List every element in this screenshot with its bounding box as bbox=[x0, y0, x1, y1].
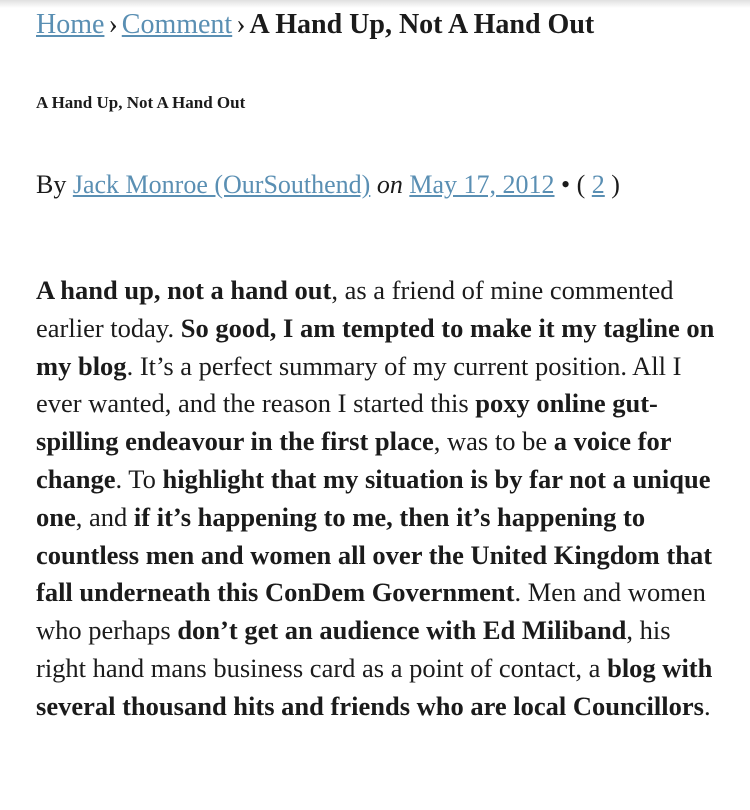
byline bbox=[36, 168, 716, 202]
article-bold-text: A hand up, not a hand out bbox=[36, 275, 332, 305]
article-text: . To bbox=[115, 463, 163, 494]
article-bold-text: don’t get an audience with Ed Miliband bbox=[177, 615, 627, 646]
breadcrumb-separator: › bbox=[236, 9, 246, 40]
top-shadow bbox=[0, 0, 750, 8]
article-text: , his right hand mans business card as a point of contact, a bbox=[36, 615, 671, 683]
comments-count-link[interactable]: 2 bbox=[591, 170, 605, 199]
breadcrumb bbox=[36, 8, 736, 42]
byline-on-label: on bbox=[376, 170, 403, 199]
article-text: , was to be bbox=[433, 426, 554, 457]
post-title: A Hand Up, Not A Hand Out bbox=[36, 93, 246, 112]
byline-by-label: By bbox=[36, 170, 67, 199]
article-text: . Men and women who perhaps bbox=[36, 577, 706, 646]
article-text: . It’s a perfect summary of my current position. All I ever wanted, and the reason I started this bbox=[36, 350, 682, 419]
article-bold-text: So good, I am tempted to make it my tagline on my blog bbox=[36, 312, 715, 381]
article-text: . bbox=[703, 690, 711, 721]
article-bold-text: blog with several thousand hits and friends who are local Councillors bbox=[36, 652, 713, 721]
byline-bullet: • bbox=[561, 170, 571, 199]
author-link[interactable]: Jack Monroe (OurSouthend) bbox=[72, 170, 371, 199]
breadcrumb-separator: › bbox=[108, 9, 118, 40]
comments-open-paren: ( bbox=[576, 170, 586, 199]
article-bold-text: poxy online gut-spilling endeavour in the first place bbox=[36, 388, 658, 457]
breadcrumb-current: A Hand Up, Not A Hand Out bbox=[249, 9, 595, 40]
article-bold-text: if it’s happening to me, then it’s happening to countless men and women all over the United Kingdom that fall underneath this ConDem Government bbox=[36, 501, 713, 608]
article-text: , as a friend of mine commented earlier today. bbox=[36, 275, 674, 343]
article-text: , and bbox=[75, 501, 134, 532]
article-bold-text: highlight that my situation is by far not a unique one bbox=[36, 463, 711, 532]
breadcrumb-home-link[interactable]: Home bbox=[36, 9, 105, 40]
breadcrumb-comment-link[interactable]: Comment bbox=[121, 9, 233, 40]
article-bold-text: a voice for change bbox=[36, 426, 671, 494]
comments-close-paren: ) bbox=[611, 170, 620, 199]
date-link[interactable]: May 17, 2012 bbox=[409, 170, 555, 199]
article-body bbox=[36, 272, 726, 726]
